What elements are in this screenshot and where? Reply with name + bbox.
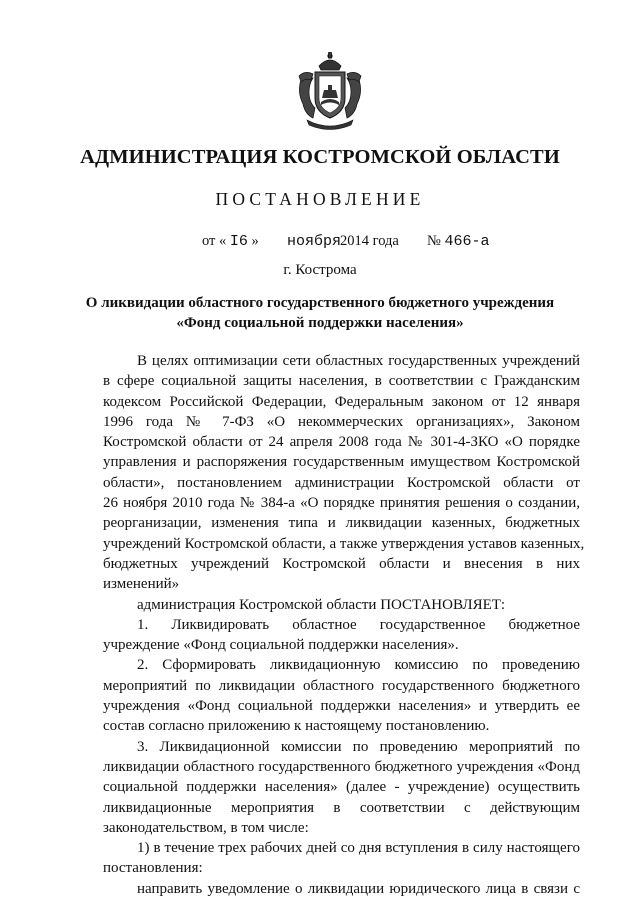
number-prefix: №: [427, 233, 441, 249]
body-line: бюджетных учреждений Костромской области и внесения в них: [103, 555, 580, 572]
body-line: 3. Ликвидационной комиссии по проведению мероприятий по: [137, 738, 580, 755]
document-title: [80, 294, 560, 333]
body-line: учреждений Костромской области, а также утверждения уставов казенных,: [103, 535, 585, 552]
organization-heading: АДМИНИСТРАЦИЯ КОСТРОМСКОЙ ОБЛАСТИ: [80, 146, 560, 168]
body-line: управления и распоряжения государственным имуществом Костромской: [103, 454, 580, 471]
date-line: [202, 233, 259, 250]
body-line: мероприятий по ликвидации областного государственного бюджетного: [103, 677, 580, 694]
body-line: кодексом Российской Федерации, Федеральным законом от 12 января: [103, 393, 580, 410]
number-value: 466-а: [444, 233, 490, 250]
body-line: направить уведомление о ликвидации юридического лица в связи с: [137, 880, 580, 897]
body-line: социальной поддержки населения» (далее - учреждение) осуществить: [103, 779, 580, 796]
body-line: ликвидации областного государственного бюджетного учреждения «Фонд: [103, 758, 580, 775]
body-line: состав согласно приложению к настоящему постановлению.: [103, 718, 490, 735]
document-type: ПОСТАНОВЛЕНИЕ: [215, 189, 425, 209]
body-line: администрация Костромской области ПОСТАНОВЛЯЕТ:: [137, 596, 506, 613]
body-line: 2. Сформировать ликвидационную комиссию по проведению: [137, 657, 580, 674]
body-line: области», постановлением администрации Костромской области от: [103, 474, 580, 491]
body-line: ликвидационные мероприятия в соответствии с действующим: [103, 799, 580, 816]
body-line: учреждение «Фонд социальной поддержки населения».: [103, 637, 459, 654]
body-line: постановления:: [103, 860, 203, 877]
date-prefix: от «: [202, 233, 230, 249]
date-mid: »: [251, 233, 259, 249]
document-body: [103, 351, 585, 899]
body-line: законодательством, в том числе:: [103, 819, 309, 836]
city-line: г. Кострома: [283, 262, 357, 278]
base-ribbon-icon: [307, 120, 353, 130]
body-line: учреждения «Фонд социальной поддержки населения» и утвердить ее: [103, 698, 580, 715]
body-line: 1. Ликвидировать областное государственное бюджетное: [137, 616, 580, 633]
body-line: изменений»: [103, 576, 180, 593]
date-year: 2014 года: [340, 233, 399, 249]
body-line: Костромской области от 24 апреля 2008 года № 301-4-ЗКО «О порядке: [103, 434, 580, 451]
date-month: ноября: [287, 233, 342, 250]
date-day: I6: [229, 233, 248, 250]
coat-of-arms-emblem: [295, 52, 365, 134]
body-line: В целях оптимизации сети областных государственных учреждений: [137, 353, 580, 369]
crown-icon: [319, 52, 341, 70]
body-line: 1) в течение трех рабочих дней со дня вступления в силу настоящего: [137, 840, 580, 857]
document-number: [427, 233, 489, 250]
shield-icon: [315, 72, 345, 118]
body-line: в сфере социальной защиты населения, в соответствии с Гражданским: [103, 373, 580, 390]
body-line: реорганизации, изменения типа и ликвидации казенных, бюджетных: [103, 515, 580, 532]
body-line: 26 ноября 2010 года № 384-а «О порядке принятия решения о создании,: [103, 495, 580, 512]
supporter-right-icon: [345, 72, 361, 118]
body-line: 1996 года № 7-ФЗ «О некоммерческих организациях», Законом: [103, 413, 580, 430]
supporter-left-icon: [299, 72, 315, 118]
title-line: О ликвидации областного государственного бюджетного учреждения: [85, 295, 555, 311]
title-line: «Фонд социальной поддержки населения»: [176, 314, 464, 331]
